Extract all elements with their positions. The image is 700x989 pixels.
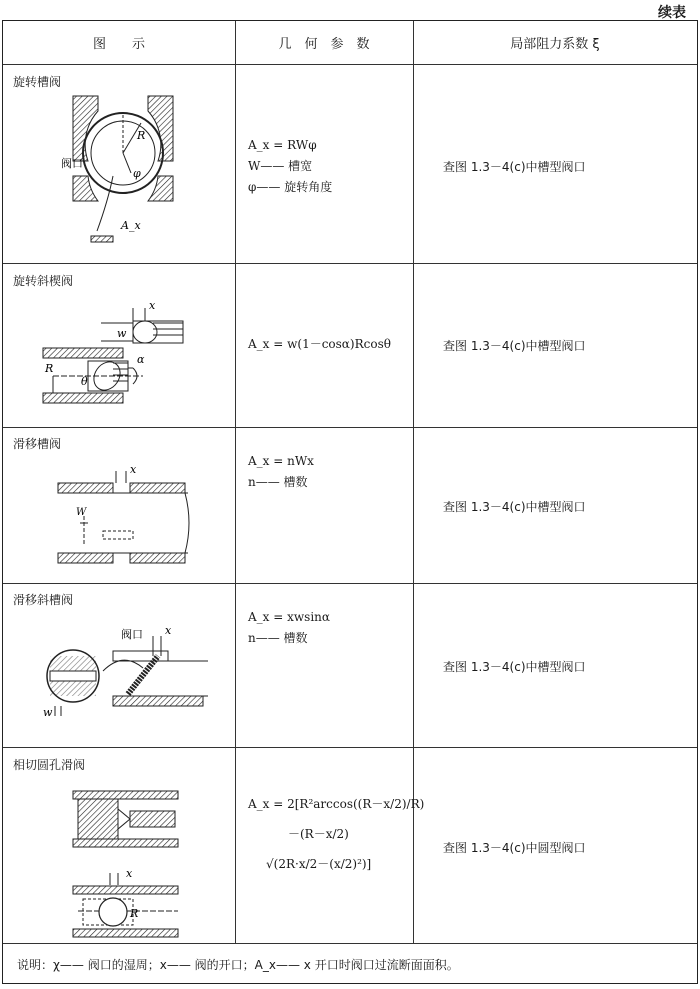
param-line: n—— 槽数	[248, 631, 308, 645]
fig-label-r: R	[130, 907, 139, 920]
header-geometry: 几 何 参 数	[278, 37, 370, 52]
sliding-slot-valve-figure	[48, 461, 198, 576]
geometry-params	[248, 334, 391, 355]
param-line: A_x = nWx	[248, 454, 314, 468]
geometry-params	[248, 607, 330, 649]
row-title: 旋转斜楔阀	[13, 274, 74, 288]
geometry-params	[248, 135, 332, 198]
row-divider	[3, 747, 697, 748]
header-resistance: 局部阻力系数 ξ	[510, 37, 600, 52]
sliding-inclined-slot-valve-figure	[33, 616, 213, 741]
fig-label-x: x	[149, 299, 156, 312]
row-title: 相切圆孔滑阀	[13, 758, 86, 772]
resistance-coef: 查图 1.3－4(c)中槽型阀口	[443, 500, 586, 514]
table-note: 说明：χ—— 阀口的湿周；x—— 阀的开口；A_x—— x 开口时阀口过流断面面积。	[17, 958, 459, 972]
row-divider	[3, 263, 697, 264]
fig-label-x: x	[126, 867, 133, 880]
fig-label-w: W	[76, 507, 87, 518]
param-line: A_x = 2[R²arccos((R－x/2)/R)	[248, 797, 425, 811]
row-divider	[3, 583, 697, 584]
param-line: A_x = RWφ	[248, 138, 317, 152]
row-title: 旋转槽阀	[13, 75, 62, 89]
tangent-round-hole-valve-figure	[58, 781, 193, 941]
fig-label-w: w	[43, 706, 53, 719]
rotary-wedge-valve-figure	[33, 293, 223, 418]
resistance-coef: 查图 1.3－4(c)中槽型阀口	[443, 160, 586, 174]
fig-label-r: R	[137, 129, 146, 142]
row-divider	[3, 64, 697, 65]
row-divider	[3, 943, 697, 944]
param-line: W—— 槽宽	[248, 159, 313, 173]
fig-label-port: 阀口	[61, 157, 83, 170]
header-figure: 图 示	[92, 37, 145, 52]
resistance-coef: 查图 1.3－4(c)中槽型阀口	[443, 660, 586, 674]
fig-label-alpha: α	[137, 353, 145, 366]
resistance-coef: 查图 1.3－4(c)中圆型阀口	[443, 841, 586, 855]
param-line: n—— 槽数	[248, 475, 308, 489]
rotary-slot-valve-figure	[53, 91, 193, 256]
fig-label-r: R	[45, 362, 54, 375]
continued-label: 续表	[658, 5, 686, 21]
fig-label-w: w	[117, 327, 127, 340]
fig-label-theta: θ	[81, 375, 88, 388]
row-divider	[3, 427, 697, 428]
fig-label-port: 阀口	[121, 628, 143, 641]
fig-label-phi: φ	[133, 167, 141, 180]
param-line: φ—— 旋转角度	[248, 180, 333, 194]
param-line: －(R－x/2)	[288, 827, 349, 841]
geometry-params	[248, 451, 314, 493]
row-title: 滑移槽阀	[13, 437, 62, 451]
param-line: A_x = w(1－cosα)Rcosθ	[248, 337, 391, 351]
param-line: √(2R·x/2－(x/2)²)]	[266, 857, 372, 871]
param-line: A_x = xwsinα	[248, 610, 330, 624]
fig-label-x: x	[165, 624, 172, 637]
geometry-params	[248, 789, 424, 879]
fig-label-x: x	[130, 463, 137, 476]
row-title: 滑移斜槽阀	[13, 593, 74, 607]
parameter-table	[2, 20, 698, 984]
resistance-coef: 查图 1.3－4(c)中槽型阀口	[443, 339, 586, 353]
fig-label-ax: A_x	[121, 219, 141, 232]
column-divider	[235, 21, 236, 943]
